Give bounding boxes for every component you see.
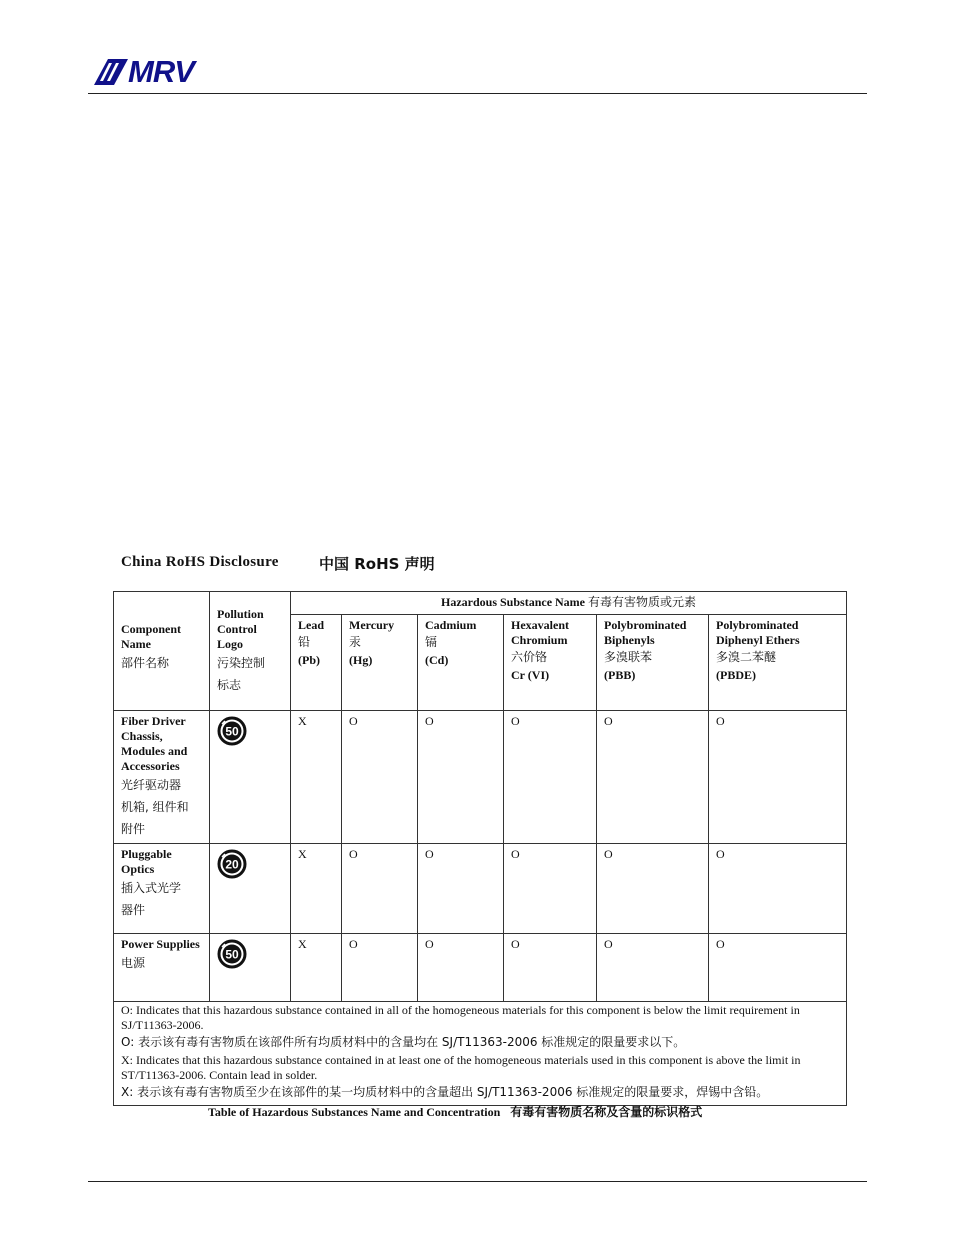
- table-row: [114, 711, 847, 844]
- substance-mark-cell: [597, 934, 709, 1002]
- substance-name-cn: 铅: [298, 635, 311, 649]
- note-o-cn: O: 表示该有毒有害物质在该部件所有均质材料中的含量均在 SJ/T11363-2006 标准规定的限量要求以下。: [121, 1035, 686, 1049]
- substance-mark: O: [716, 937, 725, 951]
- section-heading: China RoHS Disclosure: [121, 554, 279, 570]
- substance-mark-cell: [291, 934, 342, 1002]
- substance-mark-cell: [597, 844, 709, 934]
- substance-mark-cell: [291, 844, 342, 934]
- substance-symbol: (Hg): [349, 653, 373, 667]
- component-header-cn: 部件名称: [121, 656, 170, 670]
- substance-symbol: (PBB): [604, 668, 636, 682]
- component-name-cn: 机箱, 组件和: [121, 800, 189, 814]
- substance-mark: O: [511, 937, 520, 951]
- substance-mark-cell: [418, 711, 504, 844]
- component-name-cn: 器件: [121, 903, 146, 917]
- table-body: [114, 711, 847, 1002]
- substance-header: [597, 615, 709, 711]
- header-rule: [88, 93, 867, 94]
- footer-rule: [88, 1181, 867, 1182]
- substance-name-cn: 镉: [425, 635, 438, 649]
- note-o-en: O: Indicates that this hazardous substance contained in all of the homogeneous materials for this component is below the limit requirement in SJ/T11363-2006.: [121, 1003, 800, 1032]
- component-name: Fiber Driver Chassis, Modules and Accessories: [121, 714, 188, 773]
- substance-name: Cadmium: [425, 618, 477, 632]
- substance-symbol: (Pb): [298, 653, 320, 667]
- substance-name-cn: 六价铬: [511, 650, 548, 664]
- substance-symbol: (PBDE): [716, 668, 756, 682]
- substance-mark: O: [604, 937, 613, 951]
- component-header: Component Name 部件名称: [114, 592, 210, 711]
- table-notes: [114, 1002, 847, 1106]
- hazard-title: Hazardous Substance Name 有毒有害物质或元素: [291, 592, 847, 615]
- substance-header: [504, 615, 597, 711]
- substance-mark: O: [425, 847, 434, 861]
- substance-mark-cell: [504, 844, 597, 934]
- epup-period: 50: [225, 724, 239, 739]
- note-x-cn: X: 表示该有毒有害物质至少在该部件的某一均质材料中的含量超出 SJ/T11363-2006 标准规定的限量要求，焊锡中含铅。: [121, 1085, 769, 1099]
- pollution-logo-cell: [210, 844, 291, 934]
- substance-mark-cell: [291, 711, 342, 844]
- substance-mark: O: [716, 714, 725, 728]
- substance-header: [418, 615, 504, 711]
- hazard-title-cn: 有毒有害物质或元素: [588, 595, 697, 609]
- section-heading-cn: 中国 RoHS 声明: [319, 555, 435, 573]
- substance-mark: O: [604, 714, 613, 728]
- substance-mark: O: [511, 847, 520, 861]
- substance-mark: O: [349, 714, 358, 728]
- substance-name: Lead: [298, 618, 325, 632]
- substance-mark-cell: [504, 934, 597, 1002]
- logo-header-cn1: 污染控制: [217, 656, 266, 670]
- mrv-logo-mark-icon: [94, 59, 128, 85]
- pollution-logo-cell: [210, 934, 291, 1002]
- substance-mark: X: [298, 714, 307, 728]
- component-name: Power Supplies: [121, 937, 200, 951]
- substance-mark-cell: [418, 844, 504, 934]
- substance-mark: O: [349, 937, 358, 951]
- substance-mark-cell: [597, 711, 709, 844]
- component-name-cn: 附件: [121, 822, 146, 836]
- component-name-cell: [114, 934, 210, 1002]
- component-name-cn: 插入式光学: [121, 881, 182, 895]
- table-caption: Table of Hazardous Substances Name and Concentration 有毒有害物质名称及含量的标识格式: [208, 1105, 703, 1119]
- table-header-row: [114, 592, 847, 615]
- substance-name: Polybrominated Biphenyls: [604, 618, 687, 647]
- substance-header: [709, 615, 847, 711]
- notes-cell: [114, 1002, 847, 1106]
- substance-symbol: (Cd): [425, 653, 449, 667]
- substance-mark-cell: [709, 711, 847, 844]
- substance-name-cn: 多溴二苯醚: [716, 650, 777, 664]
- pollution-logo-cell: [210, 711, 291, 844]
- table-row: [114, 844, 847, 934]
- epup-logo-icon: [217, 716, 247, 746]
- substance-mark-cell: [709, 844, 847, 934]
- substance-mark-cell: [342, 934, 418, 1002]
- rohs-table: [113, 591, 847, 1106]
- note-x-en: X: Indicates that this hazardous substance contained in at least one of the homogeneous materials used in this component is above the limit in ST/T11363-2006. Contain lead in solder.: [121, 1053, 801, 1082]
- component-name-cn: 电源: [121, 956, 146, 970]
- table-row: [114, 934, 847, 1002]
- component-name-cell: [114, 711, 210, 844]
- substance-symbol: Cr (VI): [511, 668, 550, 682]
- substance-mark: X: [298, 847, 307, 861]
- substance-mark: O: [349, 847, 358, 861]
- epup-period: 20: [225, 857, 239, 872]
- epup-logo-icon: [217, 849, 247, 879]
- substance-mark: O: [425, 714, 434, 728]
- substance-name-cn: 汞: [349, 635, 362, 649]
- substance-name: Hexavalent Chromium: [511, 618, 569, 647]
- substance-name-cn: 多溴联苯: [604, 650, 653, 664]
- substance-mark: O: [604, 847, 613, 861]
- substance-mark: X: [298, 937, 307, 951]
- substance-name: Mercury: [349, 618, 395, 632]
- substance-header: [291, 615, 342, 711]
- substance-mark: O: [425, 937, 434, 951]
- logo-header-cn2: 标志: [217, 678, 242, 692]
- substance-mark: O: [716, 847, 725, 861]
- substance-mark-cell: [342, 711, 418, 844]
- substance-mark-cell: [709, 934, 847, 1002]
- substance-mark-cell: [418, 934, 504, 1002]
- substance-header: [342, 615, 418, 711]
- brand-name: MRV: [128, 54, 194, 89]
- logo-header: Pollution Control Logo 污染控制 标志: [210, 592, 291, 711]
- substance-mark-cell: [342, 844, 418, 934]
- component-name-cn: 光纤驱动器: [121, 778, 182, 792]
- substance-mark: O: [511, 714, 520, 728]
- component-name-cell: [114, 844, 210, 934]
- component-name: Pluggable Optics: [121, 847, 172, 876]
- epup-logo-icon: [217, 939, 247, 969]
- substance-mark-cell: [504, 711, 597, 844]
- table-caption-cn: 有毒有害物质名称及含量的标识格式: [510, 1105, 703, 1119]
- substance-name: Polybrominated Diphenyl Ethers: [716, 618, 800, 647]
- mrv-logo: [94, 54, 194, 89]
- epup-period: 50: [225, 947, 239, 962]
